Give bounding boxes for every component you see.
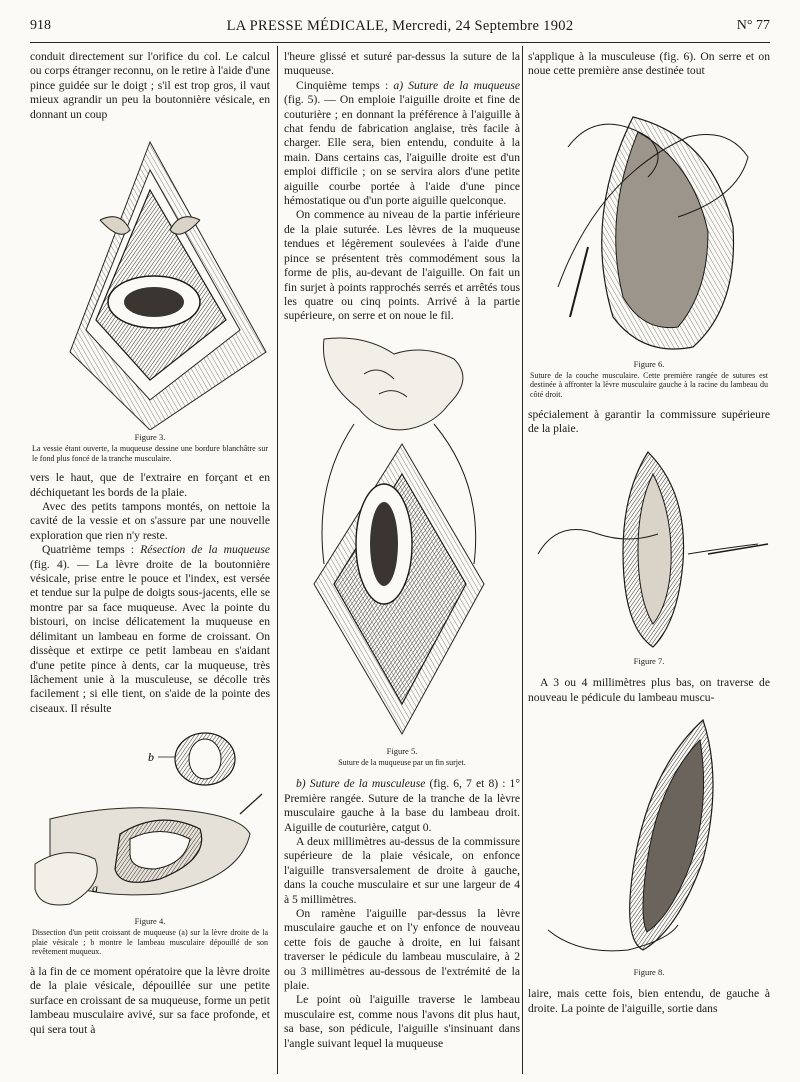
- figure-6: [528, 87, 770, 400]
- figure-8-illustration: [528, 715, 770, 965]
- section-letter: a): [393, 78, 409, 92]
- section-body: (fig. 5). — On emploie l'aiguille droite et fine de couturière ; en donnant la préférence à l'aiguille à chat fendu de fabrication anglaise, très facile à charger. Elle sera, bien entendu, conduite à la main. Dans certains cas, l'aiguille droite est d'un emploi difficile ; on se servira alors d'une petite aiguille courbe portée à l'aide d'une pince hémostatique ou d'un porte aiguille quelconque.: [284, 93, 520, 208]
- figure-4-title: Figure 4.: [134, 916, 166, 927]
- paragraph: conduit directement sur l'orifice du col. Le calcul ou corps étranger reconnu, on le retire à l'aide d'une pince guidée sur le doigt ; s'il est trop gros, il vaut mieux agrandir un peu la boutonnière vésicale, en donnant un coup: [30, 50, 270, 121]
- section-body: (fig. 6, 7 et 8) : 1° Première rangée. Suture de la tranche de la lèvre musculaire gauche à la base du lambeau droit. Aiguille de couturière, catgut 0.: [284, 777, 520, 834]
- figure-5: [284, 334, 520, 768]
- issue-number: N° 77: [736, 18, 770, 33]
- column-3: [528, 50, 770, 1072]
- section-title: Suture de la muqueuse: [408, 78, 520, 92]
- figure-8: [528, 715, 770, 977]
- page-header: [30, 18, 770, 43]
- column-rule: [522, 46, 523, 1074]
- figure-5-illustration: [284, 334, 520, 744]
- figure-4-illustration: [30, 724, 270, 914]
- figure-3-caption: La vessie étant ouverte, la muqueuse dessine une bordure blanchâtre sur le fond plus foncé de la tranche musculaire.: [32, 444, 268, 463]
- paragraph: Le point où l'aiguille traverse le lambeau musculaire est, comme nous l'avons dit plus haut, sa base, son pédicule, l'aiguille s'insinuant dans l'angle suivant lequel la muqueuse: [284, 993, 520, 1050]
- column-1: [30, 50, 270, 1072]
- paragraph: [284, 79, 520, 209]
- figure-6-illustration: [528, 87, 770, 357]
- figure-7-illustration: [528, 444, 770, 654]
- figure-5-title: Figure 5.: [386, 745, 418, 756]
- figure-3-illustration: [30, 130, 270, 430]
- paragraph: [284, 777, 520, 835]
- figure-7: [528, 444, 770, 666]
- figure-4-label-b: b: [148, 750, 154, 765]
- figure-3: [30, 130, 270, 463]
- paragraph: On commence au niveau de la partie inférieure de la plaie suturée. Les lèvres de la muqueuse tendues et légèrement soulevées à l'aide d'une pince se présentent très commodément sous la forme de plis, au-devant de l'aiguille. On fait un fin surjet à points rapprochés serrés et arrêtés tous les quatre ou cinq points. Arrivé à la partie supérieure, on serre et on noue le fil.: [284, 208, 520, 323]
- figure-7-title: Figure 7.: [633, 656, 665, 667]
- paragraph: On ramène l'aiguille par-dessus la lèvre musculaire gauche et on l'y enfonce de nouveau cette fois de gauche à droite, en lui faisant traverser le pédicule du lambeau musculaire, à 2 ou 3 millimètres au-dessous de l'extrémité de la plaie.: [284, 906, 520, 992]
- paragraph: [30, 543, 270, 716]
- figure-6-title: Figure 6.: [633, 358, 665, 369]
- figure-6-caption: Suture de la couche musculaire. Cette première rangée de sutures est destinée à affronter la lèvre musculaire gauche à la racine du lambeau du côté droit.: [530, 370, 768, 399]
- paragraph: A 3 ou 4 millimètres plus bas, on traverse de nouveau le pédicule du lambeau muscu-: [528, 676, 770, 704]
- paragraph: A deux millimètres au-dessus de la commissure supérieure de la plaie vésicale, on enfonce l'aiguille transversalement de droite à gauche, dans la couche musculaire et sur une largeur de 4 à 5 millimètres.: [284, 834, 520, 906]
- figure-4: [30, 724, 270, 957]
- section-lead: Quatrième temps :: [42, 543, 141, 557]
- paragraph: vers le haut, que de l'extraire en forçant et en déchiquetant les bords de la plaie.: [30, 471, 270, 499]
- paragraph: à la fin de ce moment opératoire que la lèvre droite de la plaie vésicale, dépouillée sur une petite surface en croissant de sa muqueuse, forme un petit lambeau musculaire avivé, sur sa face profonde, et qui sera tout à: [30, 964, 270, 1036]
- page-number: 918: [30, 18, 51, 33]
- figure-4-label-a: a: [92, 881, 98, 896]
- section-lead: Cinquième temps :: [296, 78, 394, 92]
- section-title: Résection de la muqueuse: [140, 543, 270, 557]
- paragraph: Avec des petits tampons montés, on nettoie la cavité de la vessie et on s'assure par une nouvelle exploration que rien n'y reste.: [30, 500, 270, 542]
- figure-3-title: Figure 3.: [134, 432, 166, 443]
- figure-8-title: Figure 8.: [633, 967, 665, 978]
- paragraph: laire, mais cette fois, bien entendu, de gauche à droite. La pointe de l'aiguille, sortie dans: [528, 987, 770, 1015]
- journal-title: LA PRESSE MÉDICALE, Mercredi, 24 Septembre 1902: [226, 18, 574, 34]
- figure-4-caption: Dissection d'un petit croissant de muqueuse (a) sur la lèvre droite de la plaie vésicale ; b montre le lambeau musculaire dépouillé de son revêtement muqueux.: [32, 928, 268, 957]
- column-2: [284, 50, 520, 1072]
- column-rule: [277, 46, 278, 1074]
- section-body: (fig. 4). — La lèvre droite de la boutonnière vésicale, prise entre le pouce et l'index, est versée et tendue sur la pulpe de doigts sous-jacents, elle se montre par sa face muqueuse. Avec la pointe du bistouri, on incise délicatement la muqueuse en délimitant un lambeau en forme de croissant. On dissèque et extirpe ce petit lambeau en s'aidant d'une petite pince à dents, car la muqueuse, très lâchement unie à la musculeuse, se décolle très facilement ; si elle tient, on s'aide de la pointe des ciseaux. Il résulte: [30, 557, 270, 715]
- paragraph: s'applique à la musculeuse (fig. 6). On serre et on noue cette première anse destinée tout: [528, 50, 770, 78]
- paragraph: l'heure glissé et suturé par-dessus la suture de la muqueuse.: [284, 50, 520, 78]
- paragraph: spécialement à garantir la commissure supérieure de la plaie.: [528, 407, 770, 435]
- figure-5-caption: Suture de la muqueuse par un fin surjet.: [338, 757, 466, 767]
- section-title: b) Suture de la musculeuse: [296, 777, 426, 791]
